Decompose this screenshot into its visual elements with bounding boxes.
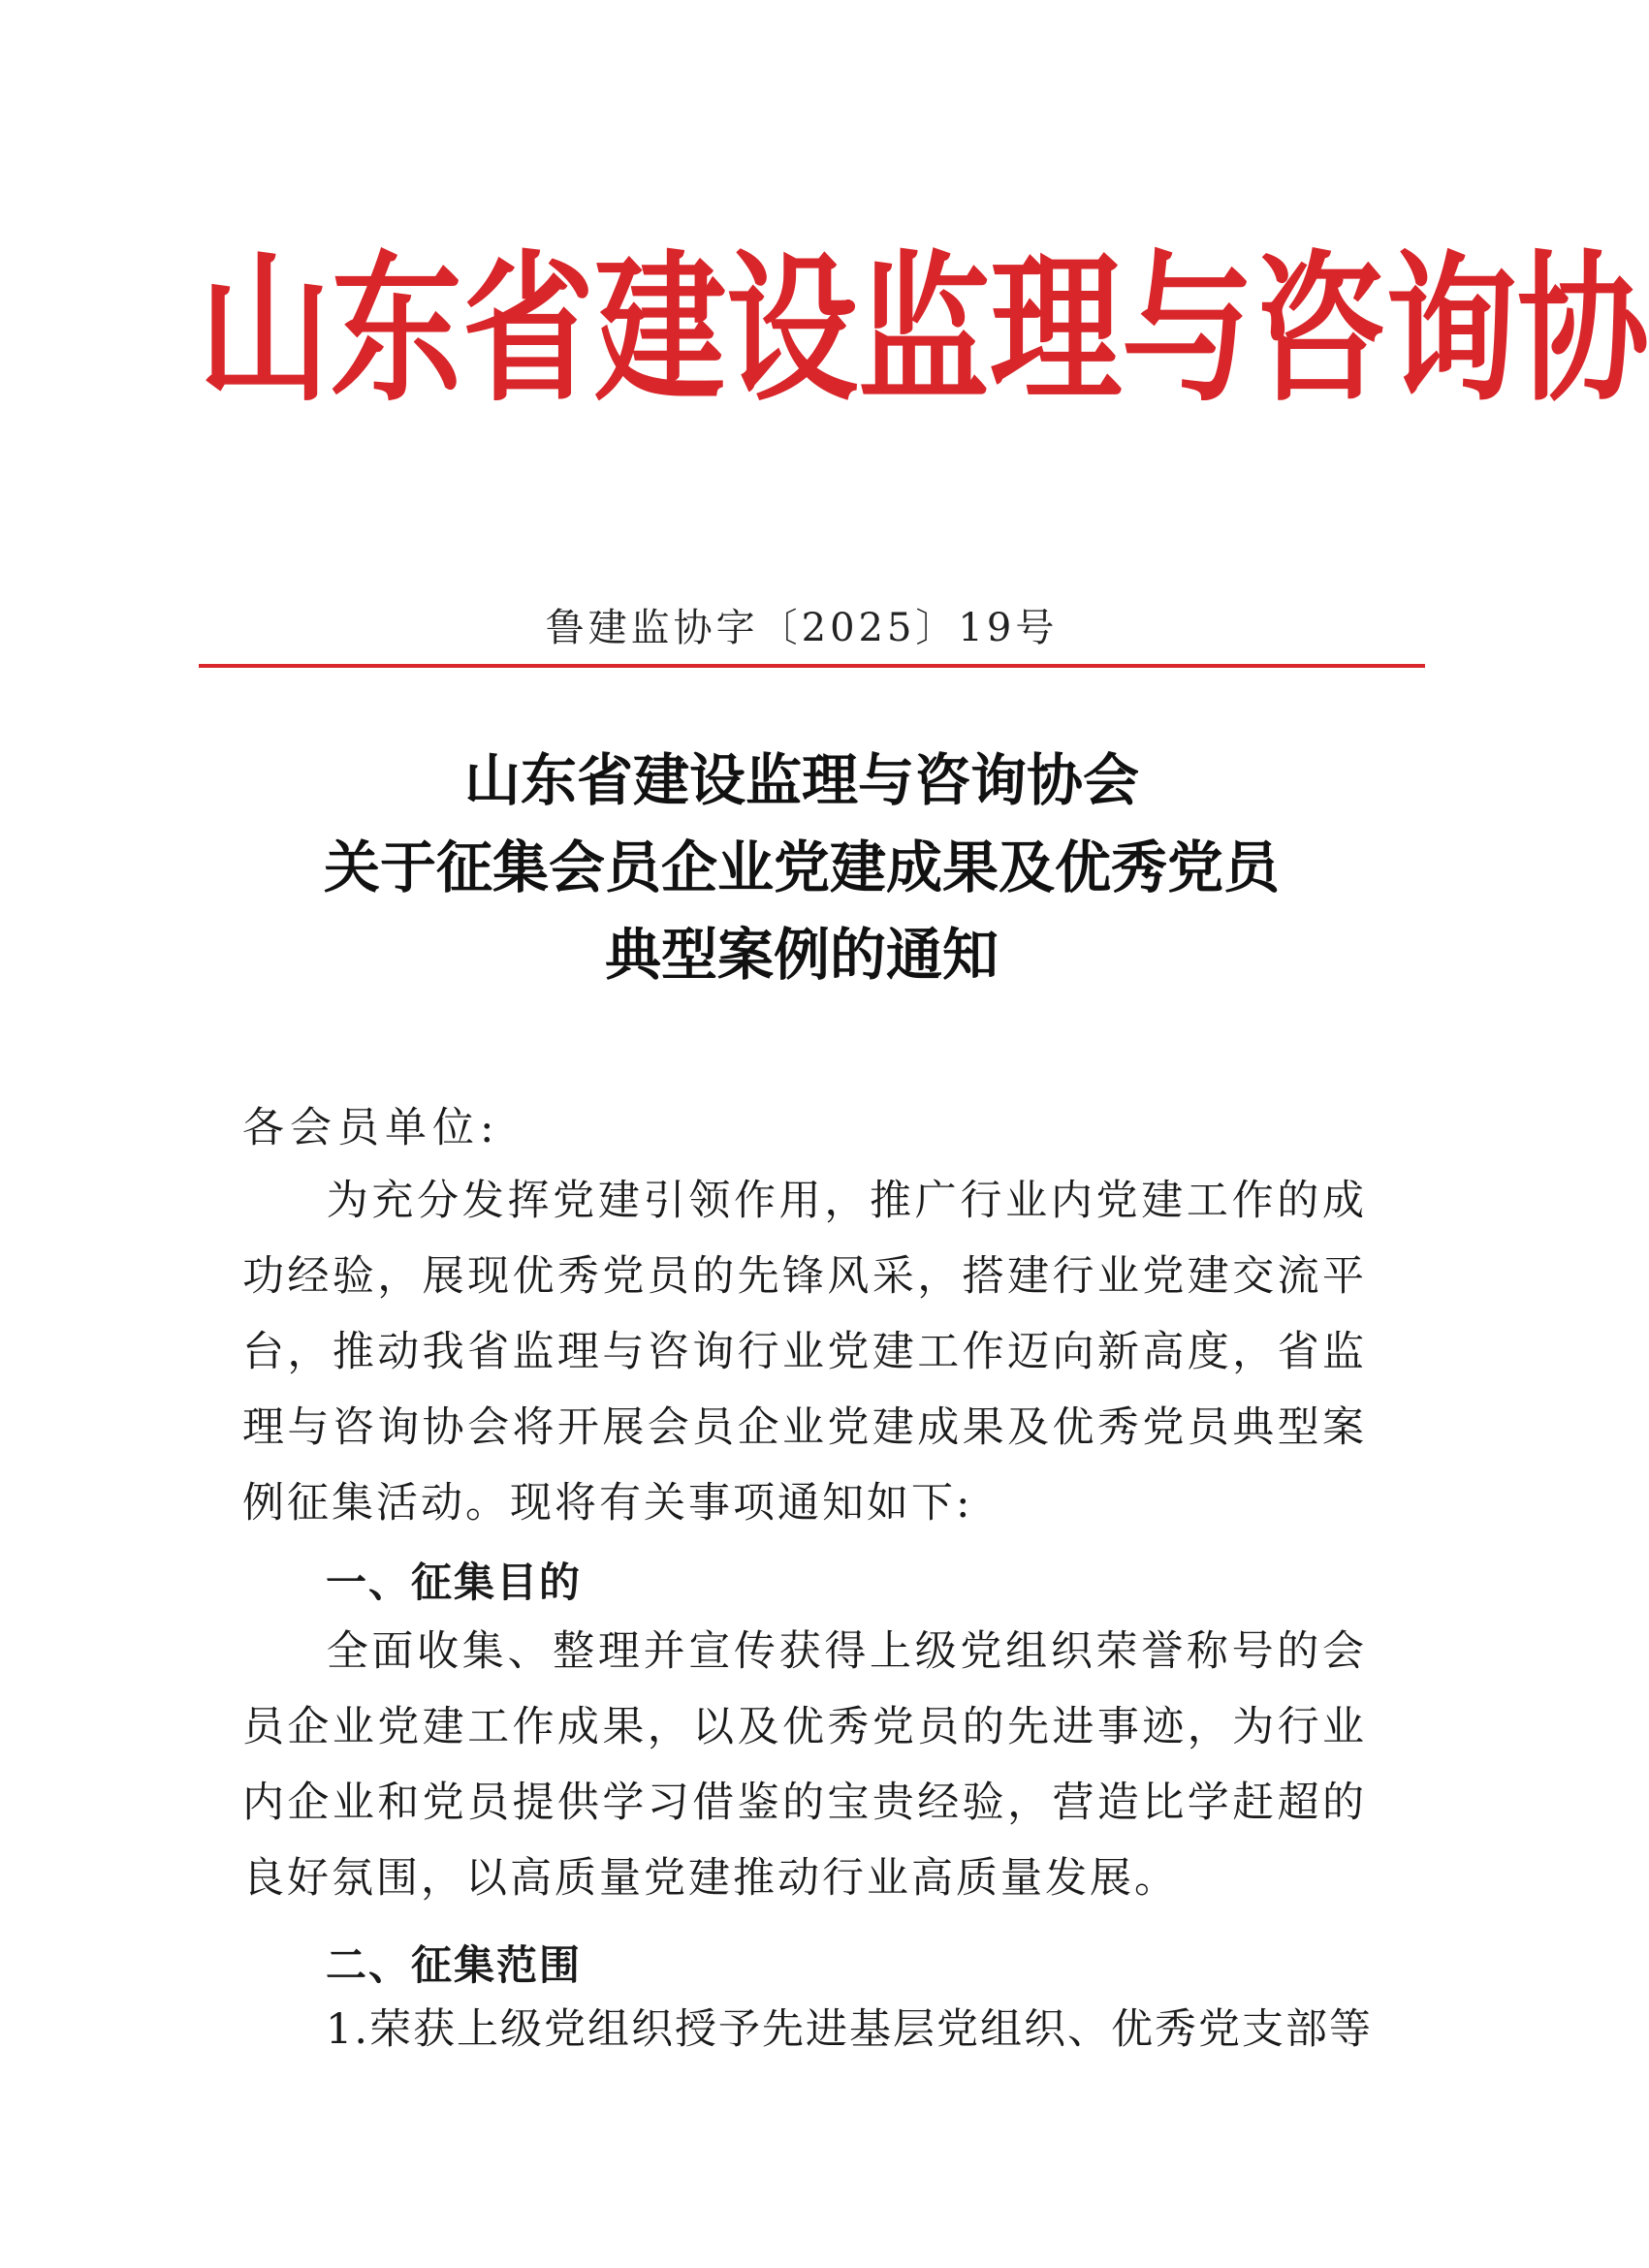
- title-line-1: 山东省建设监理与咨询协会: [463, 747, 1139, 813]
- section-paragraph-purpose: [242, 1614, 1367, 1916]
- masthead-char: 东: [331, 235, 462, 425]
- notice-title: [0, 737, 1603, 998]
- title-line-2: 关于征集会员企业党建成果及优秀党员: [323, 835, 1280, 900]
- masthead-char: 建: [594, 235, 726, 425]
- section-heading-purpose: 一、征集目的: [326, 1559, 583, 1606]
- masthead-char: 与: [1122, 235, 1253, 425]
- masthead-char: 询: [1385, 235, 1517, 425]
- masthead-char: 省: [462, 235, 594, 425]
- intro-paragraph-text: 为充分发挥党建引领作用，推广行业内党建工作的成功经验，展现优秀党员的先锋风采，搭建行业党建交流平台，推动我省监理与咨询行业党建工作迈向新高度，省监理与咨询协会将开展会员企业党建成果及优秀党员典型案例征集活动。现将有关事项通知如下:: [242, 1177, 1367, 1528]
- salutation: 各会员单位:: [242, 1104, 500, 1152]
- section-text-purpose: 全面收集、整理并宣传获得上级党组织荣誉称号的会员企业党建工作成果，以及优秀党员的先进事迹，为行业内企业和党员提供学习借鉴的宝贵经验，营造比学赶超的良好氛围，以高质量党建推动行业高质量发展。: [242, 1627, 1367, 1903]
- section-heading-scope: 二、征集范围: [326, 1941, 583, 1989]
- red-divider-line: [199, 664, 1425, 668]
- masthead-char: 监: [858, 235, 990, 425]
- document-number: 鲁建监协字〔2025〕19号: [545, 606, 1059, 650]
- masthead-char: 设: [726, 235, 858, 425]
- title-line-3: 典型案例的通知: [604, 922, 999, 988]
- masthead-char: 理: [990, 235, 1122, 425]
- masthead-char: 咨: [1253, 235, 1385, 425]
- masthead-char: 山: [199, 235, 331, 425]
- section-text-scope: 1.荣获上级党组织授予先进基层党组织、优秀党支部等: [326, 2005, 1374, 2054]
- masthead-char: 协: [1517, 235, 1649, 425]
- intro-paragraph: [242, 1163, 1367, 1541]
- masthead: [199, 233, 1649, 426]
